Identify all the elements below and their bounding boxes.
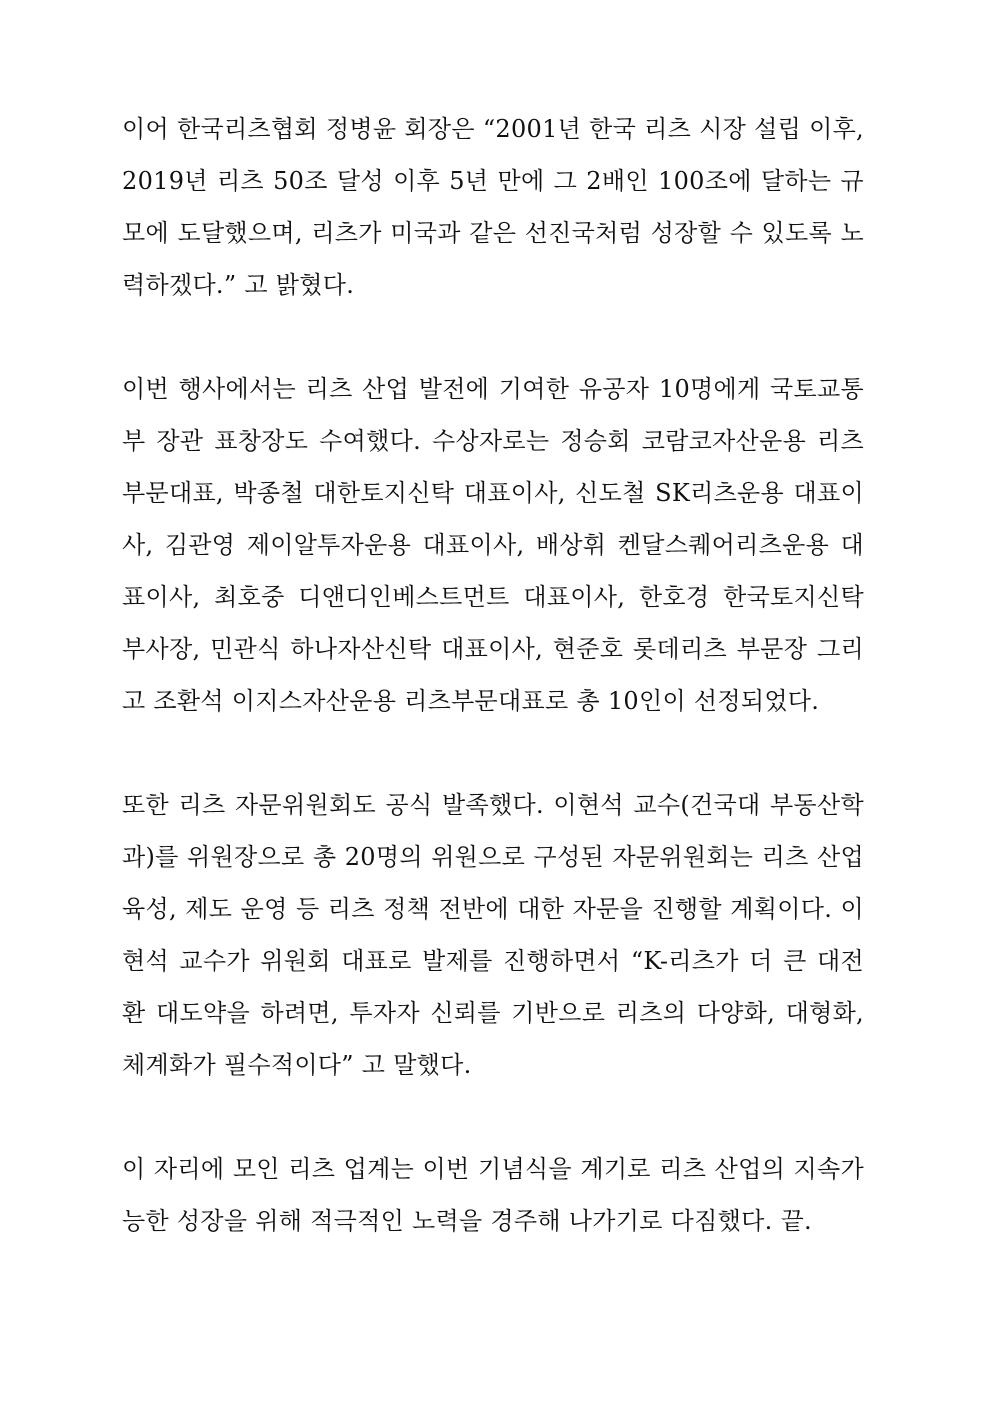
document-body (122, 103, 864, 1299)
paragraph-closing: 이 자리에 모인 리츠 업계는 이번 기념식을 계기로 리츠 산업의 지속가능한 성장을 위해 적극적인 노력을 경주해 나가기로 다짐했다. 끝. (122, 1155, 864, 1235)
paragraph-advisory-committee: 또한 리츠 자문위원회도 공식 발족했다. 이현석 교수(건국대 부동산학과)를 위원장으로 총 20명의 위원으로 구성된 자문위원회는 리츠 산업 육성, 제도 운영 등 리츠 정책 전반에 대한 자문을 진행할 계획이다. 이현석 교수가 위원회 대표로 발제를 진행하면서 “K-리츠가 더 큰 대전환 대도약을 하려면, 투자자 신뢰를 기반으로 리츠의 다양화, 대형화, 체계화가 필수적이다” 고 말했다. (122, 791, 864, 1079)
paragraph-chairman-remarks: 이어 한국리츠협회 정병윤 회장은 “2001년 한국 리츠 시장 설립 이후, 2019년 리츠 50조 달성 이후 5년 만에 그 2배인 100조에 달하는 규모에 도달했으며, 리츠가 미국과 같은 선진국처럼 성장할 수 있도록 노력하겠다.” 고 밝혔다. (122, 115, 864, 299)
paragraph-award-recipients: 이번 행사에서는 리츠 산업 발전에 기여한 유공자 10명에게 국토교통부 장관 표창장도 수여했다. 수상자로는 정승회 코람코자산운용 리츠부문대표, 박종철 대한토지신탁 대표이사, 신도철 SK리츠운용 대표이사, 김관영 제이알투자운용 대표이사, 배상휘 켄달스퀘어리츠운용 대표이사, 최호중 디앤디인베스트먼트 대표이사, 한호경 한국토지신탁 부사장, 민관식 하나자산신탁 대표이사, 현준호 롯데리츠 부문장 그리고 조환석 이지스자산운용 리츠부문대표로 총 10인이 선정되었다. (122, 375, 864, 715)
